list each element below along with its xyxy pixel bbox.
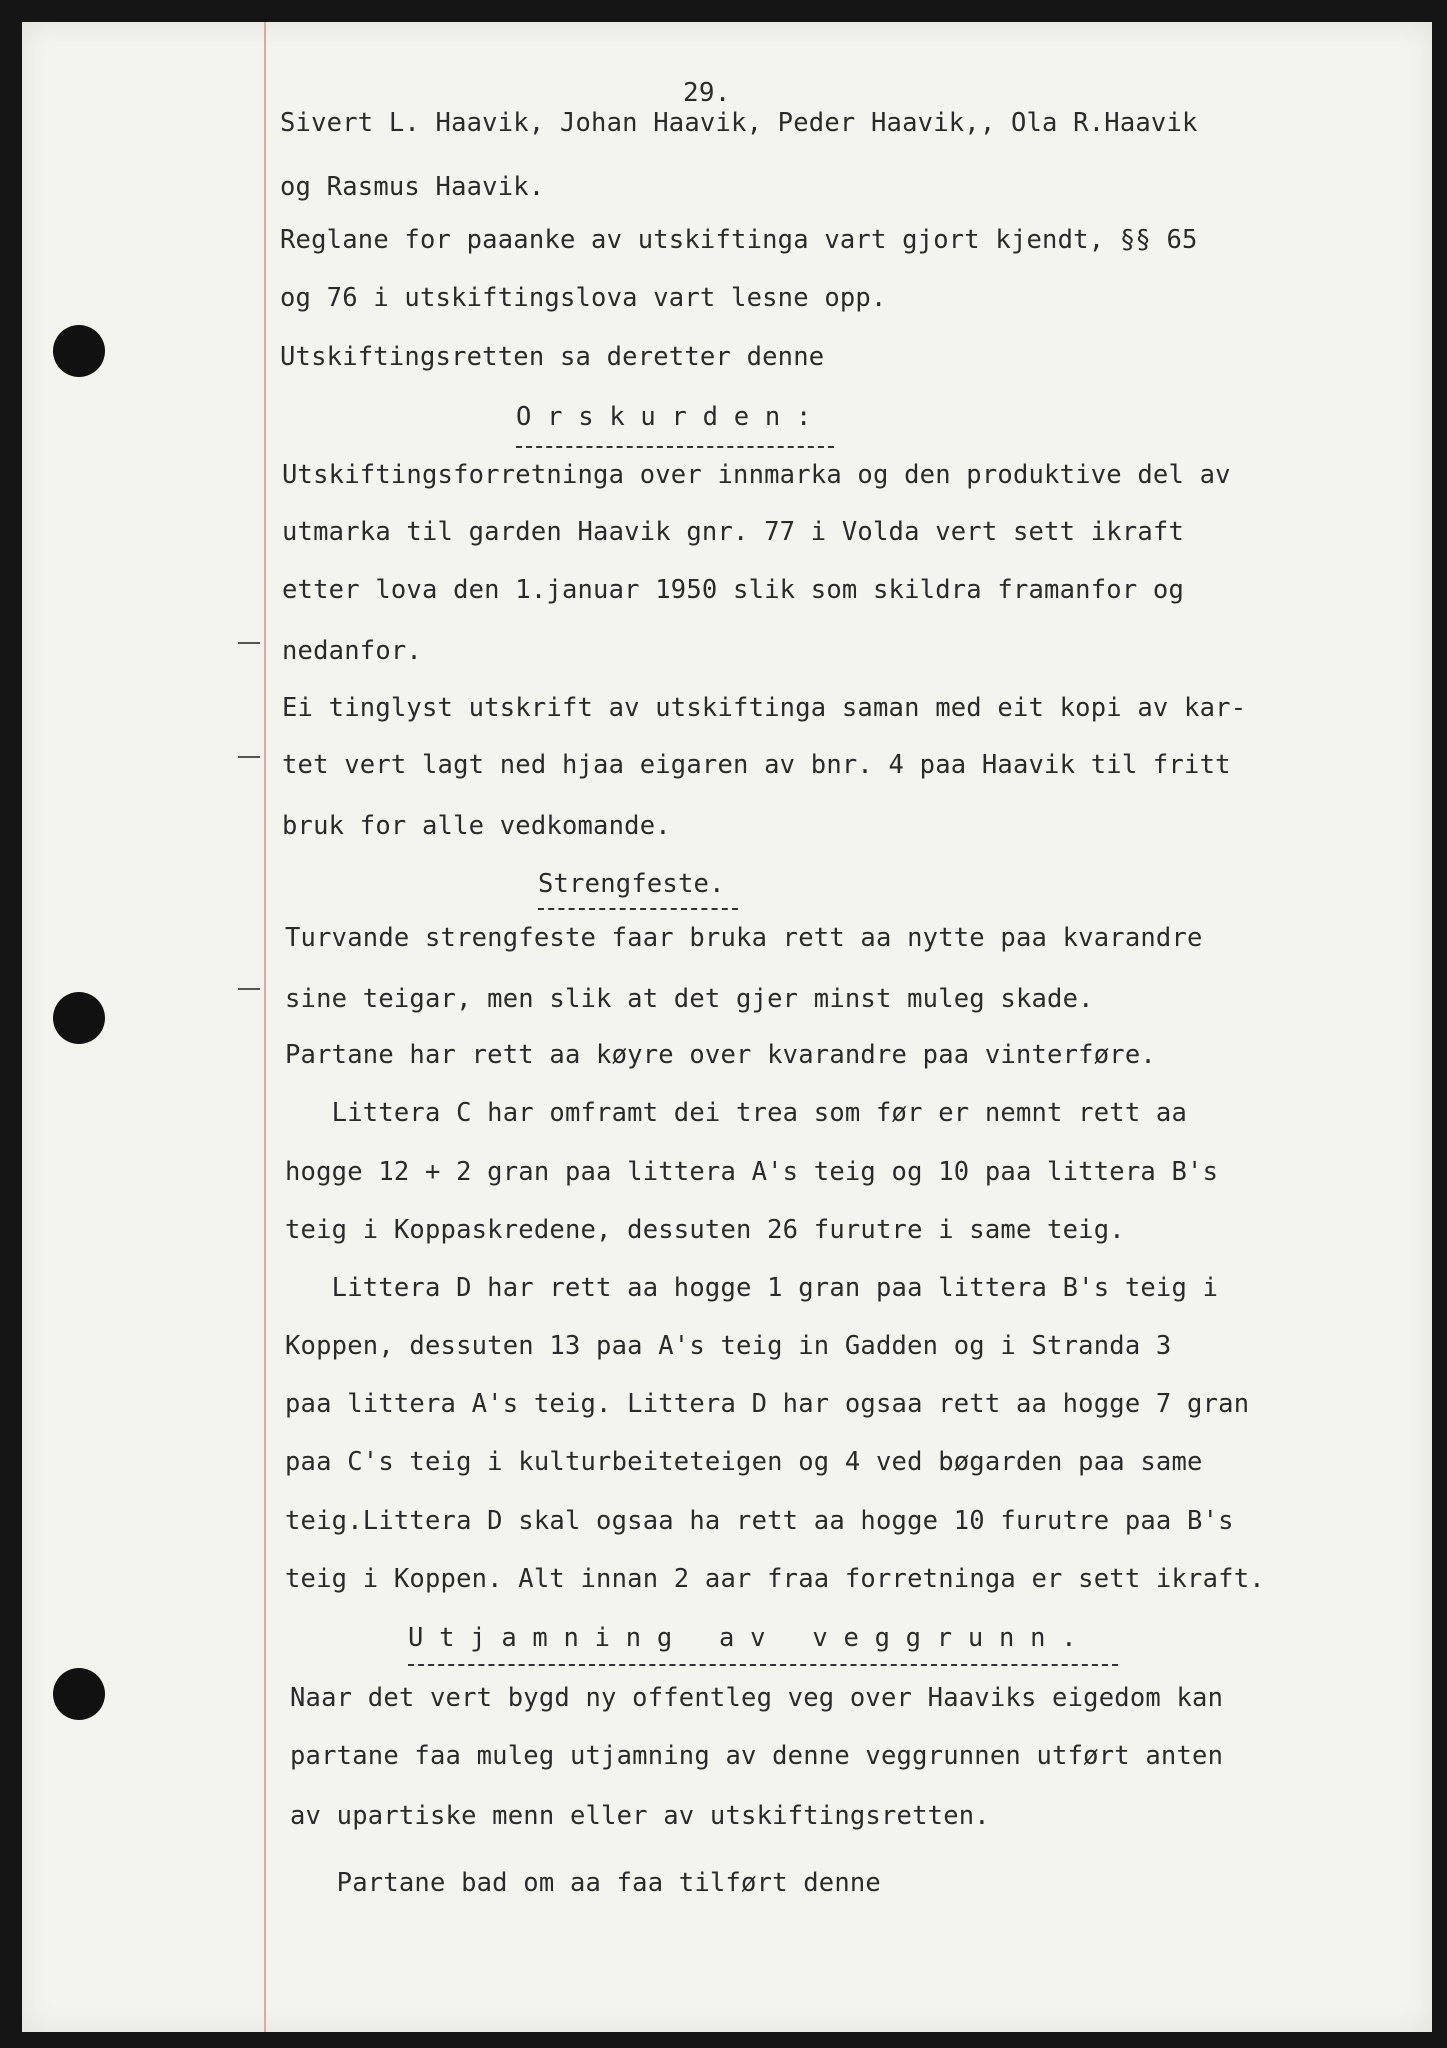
punch-hole-bottom: [53, 1668, 105, 1720]
punch-hole-top: [53, 325, 105, 377]
text-line: teig i Koppen. Alt innan 2 aar fraa forretninga er sett ikraft.: [285, 1564, 1265, 1594]
heading-underline: [516, 446, 834, 448]
text-line: hogge 12 + 2 gran paa littera A's teig og 10 paa littera B's: [285, 1157, 1219, 1187]
heading-strengfeste: Strengfeste.: [538, 869, 725, 899]
text-line: Reglane for paaanke av utskiftinga vart gjort kjendt, §§ 65: [280, 225, 1198, 255]
text-line: Littera D har rett aa hogge 1 gran paa littera B's teig i: [285, 1273, 1219, 1303]
text-line: og Rasmus Haavik.: [280, 172, 545, 202]
text-line: Littera C har omframt dei trea som før er nemnt rett aa: [285, 1098, 1188, 1128]
text-line: teig i Koppaskredene, dessuten 26 furutre i same teig.: [285, 1215, 1125, 1245]
text-line: paa littera A's teig. Littera D har ogsaa rett aa hogge 7 gran: [285, 1389, 1250, 1419]
text-line: nedanfor.: [282, 636, 422, 666]
margin-tick: [238, 642, 260, 644]
text-line: Utskiftingsforretninga over innmarka og den produktive del av: [282, 460, 1231, 490]
text-line: paa C's teig i kulturbeiteteigen og 4 ved bøgarden paa same: [285, 1447, 1203, 1477]
red-margin-line: [264, 22, 266, 2032]
text-line: Koppen, dessuten 13 paa A's teig in Gadden og i Stranda 3: [285, 1331, 1172, 1361]
heading-orskurden: O r s k u r d e n :: [516, 402, 812, 432]
punch-hole-middle: [53, 992, 105, 1044]
text-line: teig.Littera D skal ogsaa ha rett aa hogge 10 furutre paa B's: [285, 1506, 1234, 1536]
heading-utjamning: U t j a m n i n g a v v e g g r u n n .: [408, 1623, 1077, 1653]
text-line: sine teigar, men slik at det gjer minst muleg skade.: [285, 984, 1094, 1014]
margin-tick: [238, 988, 260, 990]
text-line: bruk for alle vedkomande.: [282, 811, 671, 841]
text-line: partane faa muleg utjamning av denne veggrunnen utført anten: [290, 1741, 1224, 1771]
text-line: tet vert lagt ned hjaa eigaren av bnr. 4 paa Haavik til fritt: [282, 750, 1231, 780]
text-line: Turvande strengfeste faar bruka rett aa nytte paa kvarandre: [285, 923, 1203, 953]
text-line: Sivert L. Haavik, Johan Haavik, Peder Haavik,, Ola R.Haavik: [280, 108, 1198, 138]
text-line: etter lova den 1.januar 1950 slik som skildra framanfor og: [282, 575, 1185, 605]
document-page: [22, 22, 1432, 2032]
text-line: Partane bad om aa faa tilført denne: [290, 1868, 881, 1898]
margin-tick: [238, 756, 260, 758]
heading-underline: [408, 1664, 1118, 1666]
text-line: utmarka til garden Haavik gnr. 77 i Volda vert sett ikraft: [282, 517, 1185, 547]
text-line: Ei tinglyst utskrift av utskiftinga saman med eit kopi av kar-: [282, 693, 1247, 723]
text-line: og 76 i utskiftingslova vart lesne opp.: [280, 283, 887, 313]
page-number: 29.: [683, 78, 731, 108]
text-line: Utskiftingsretten sa deretter denne: [280, 342, 825, 372]
text-line: Naar det vert bygd ny offentleg veg over Haaviks eigedom kan: [290, 1683, 1224, 1713]
text-line: av upartiske menn eller av utskiftingsretten.: [290, 1801, 990, 1831]
text-line: Partane har rett aa køyre over kvarandre paa vinterføre.: [285, 1040, 1156, 1070]
heading-underline: [538, 908, 738, 910]
